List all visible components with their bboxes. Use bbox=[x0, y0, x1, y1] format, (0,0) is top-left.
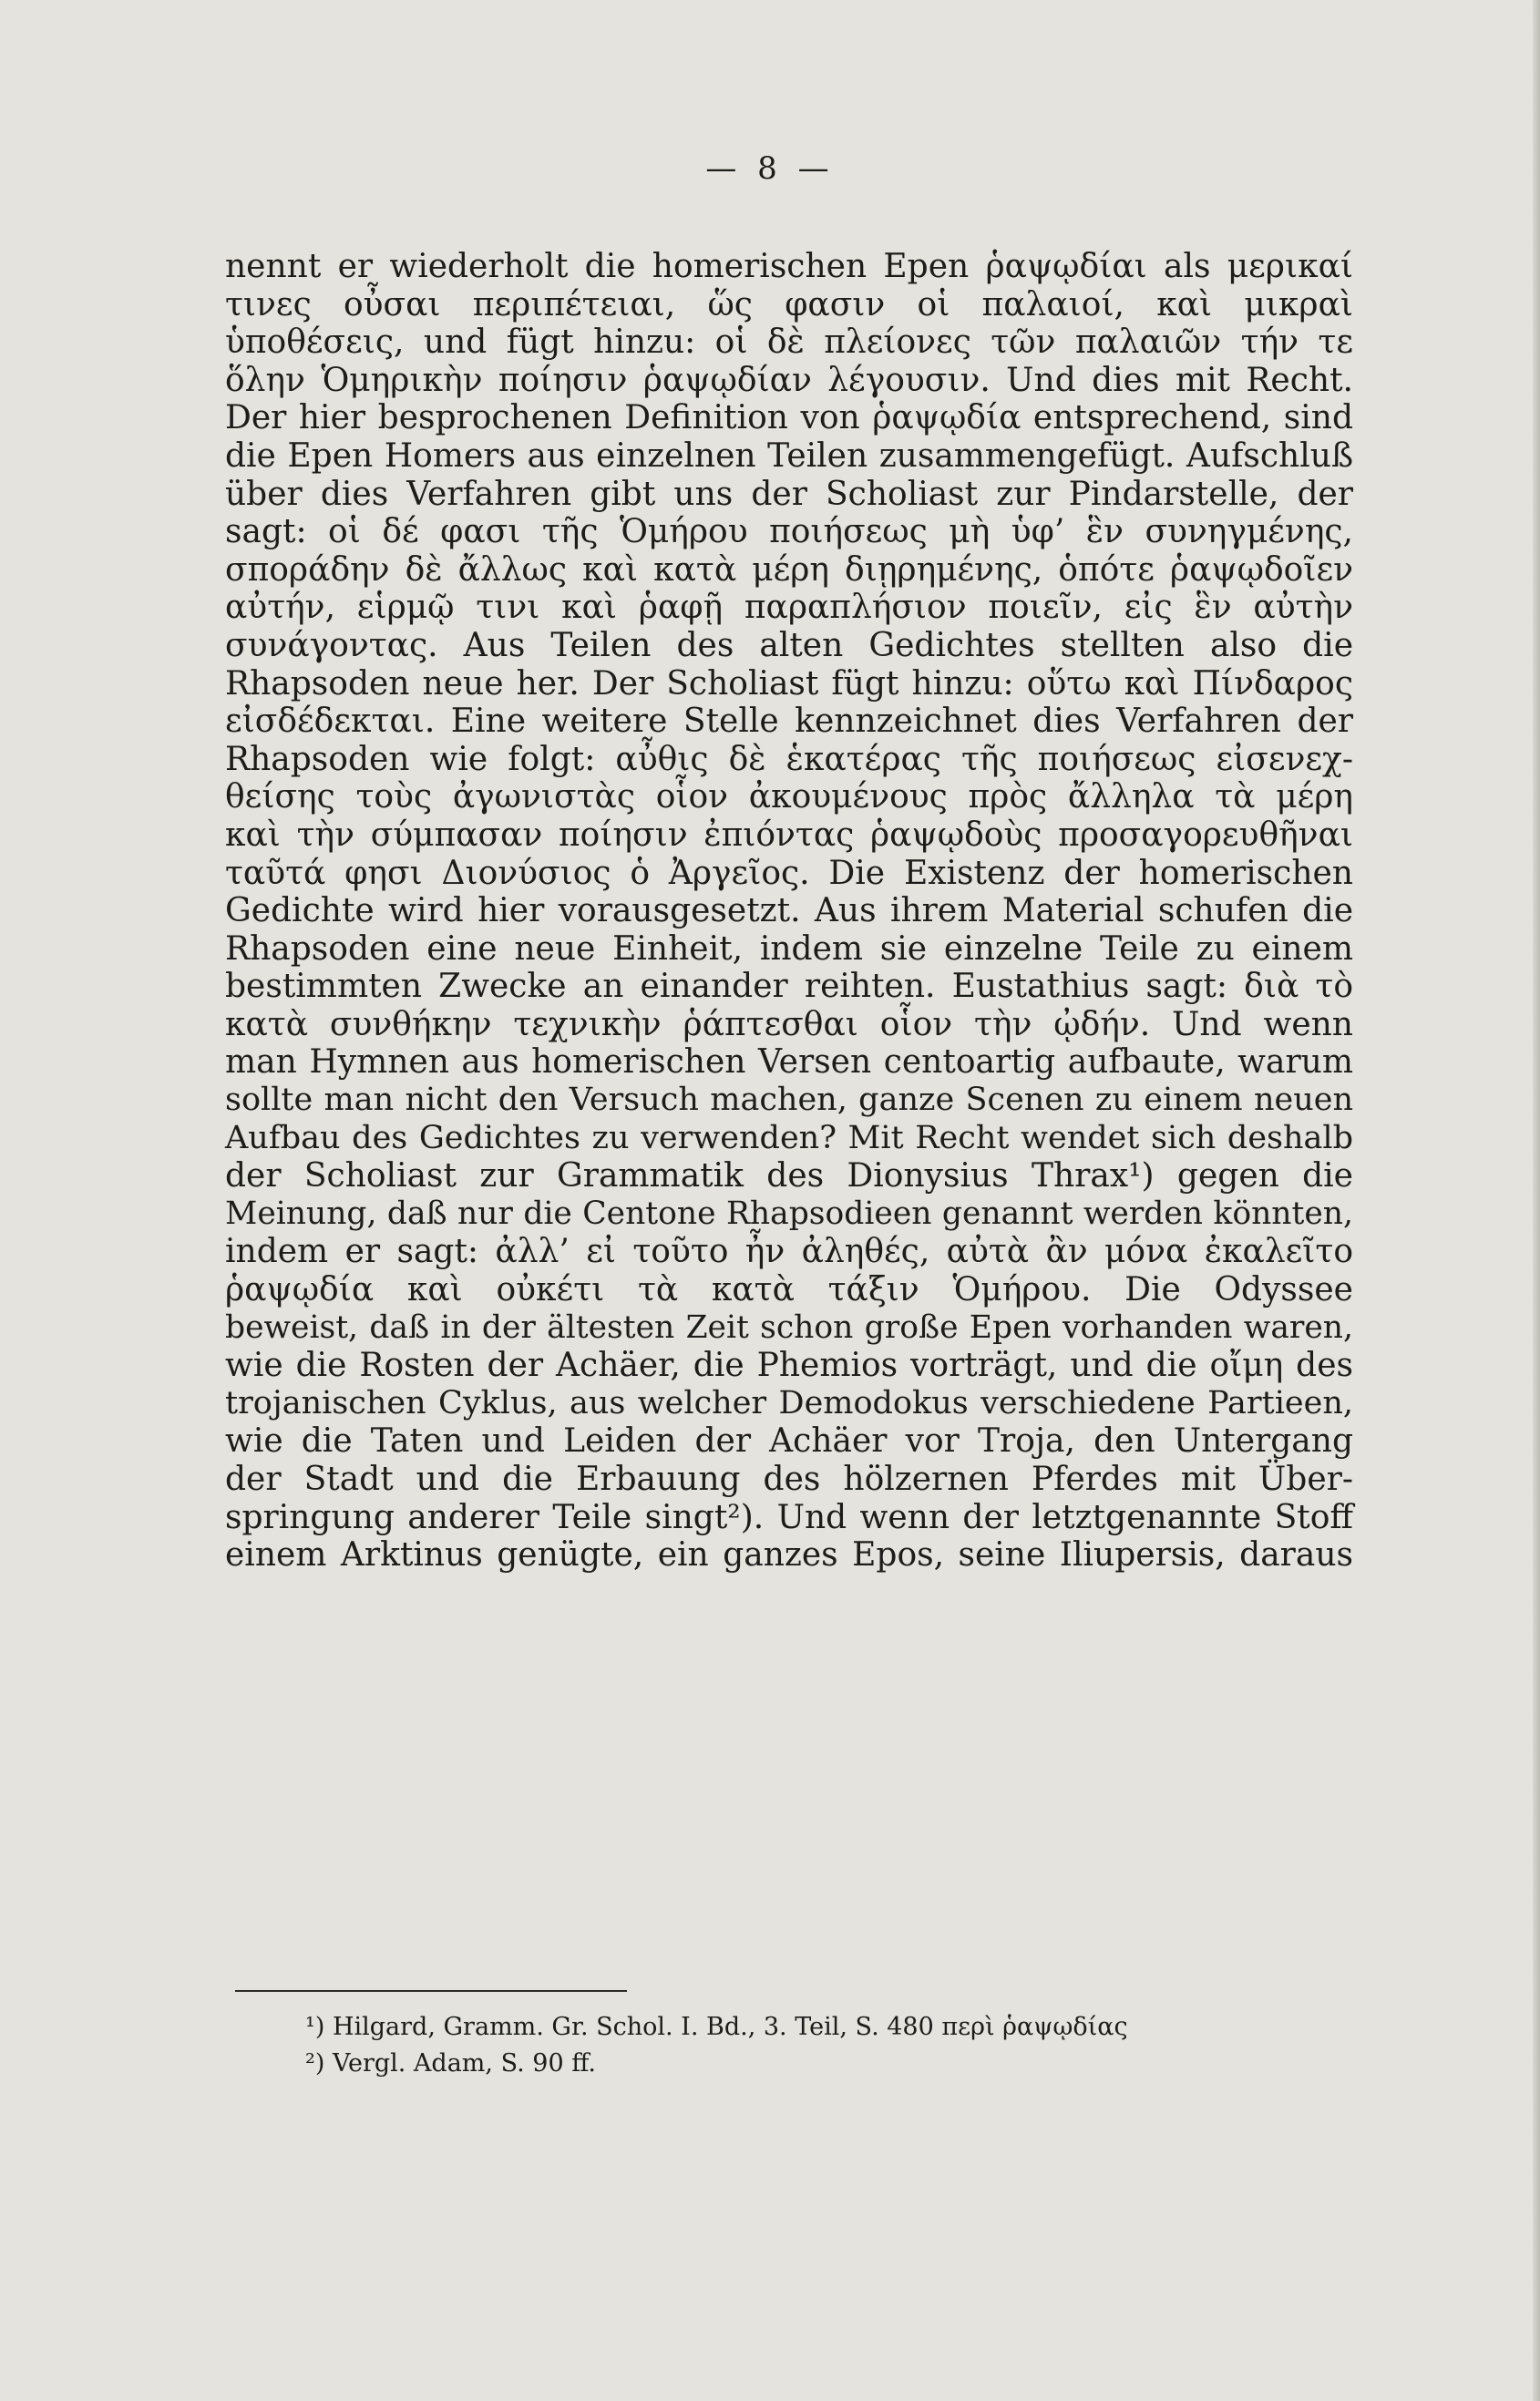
text-line: αὐτήν, εἱρμῷ τινι καὶ ῥαφῇ παραπλήσιον ποιεῖν, εἰς ἓν αὐτὴν bbox=[225, 589, 1353, 627]
text-line: Meinung, daß nur die Centone Rhapsodieen genannt werden könnten, bbox=[225, 1195, 1353, 1232]
text-line: σποράδην δὲ ἄλλως καὶ κατὰ μέρη διῃρημένης, ὁπότε ῥαψῳδοῖεν bbox=[225, 550, 1353, 589]
text-line: Rhapsoden eine neue Einheit, indem sie einzelne Teile zu einem bbox=[225, 929, 1353, 968]
text-line: wie die Rosten der Achäer, die Phemios vorträgt, und die οἴμη des bbox=[225, 1347, 1353, 1385]
text-line: sollte man nicht den Versuch machen, ganze Scenen zu einem neuen bbox=[225, 1082, 1353, 1119]
scan-edge bbox=[1533, 0, 1540, 2401]
text-line: bestimmten Zwecke an einander reihten. Eustathius sagt: διὰ τὸ bbox=[225, 968, 1353, 1006]
text-line: die Epen Homers aus einzelnen Teilen zusammengefügt. Aufschluß bbox=[225, 436, 1353, 475]
text-line: der Scholiast zur Grammatik des Dionysius Thrax¹) gegen die bbox=[225, 1157, 1353, 1195]
text-line: man Hymnen aus homerischen Versen centoartig aufbaute, warum bbox=[225, 1043, 1353, 1082]
text-line: indem er sagt: ἀλλ’ εἰ τοῦτο ἦν ἀληθές, αὐτὰ ἂν μόνα ἐκαλεῖτο bbox=[225, 1233, 1353, 1271]
text-line: συνάγοντας. Aus Teilen des alten Gedichtes stellten also die bbox=[225, 626, 1353, 664]
text-line: Der hier besprochenen Definition von ῥαψῳδία entsprechend, sind bbox=[225, 399, 1353, 437]
text-line: über dies Verfahren gibt uns der Scholiast zur Pindarstelle, der bbox=[225, 475, 1353, 513]
footnote: ¹) Hilgard, Gramm. Gr. Schol. I. Bd., 3. Teil, S. 480 περὶ ῥαψῳδίας bbox=[305, 2013, 1128, 2041]
text-line: κατὰ συνθήκην τεχνικὴν ῥάπτεσθαι οἷον τὴν ᾠδήν. Und wenn bbox=[225, 1005, 1353, 1043]
text-line: Rhapsoden wie folgt: αὖθις δὲ ἑκατέρας τῆς ποιήσεως εἰσενεχ- bbox=[225, 740, 1353, 778]
text-line: trojanischen Cyklus, aus welcher Demodokus verschiedene Partieen, bbox=[225, 1384, 1353, 1421]
text-line: ῥαψῳδία καὶ οὐκέτι τὰ κατὰ τάξιν Ὁμήρου. Die Odyssee bbox=[225, 1271, 1353, 1309]
text-line: εἰσδέδεκται. Eine weitere Stelle kennzeichnet dies Verfahren der bbox=[225, 703, 1353, 741]
text-line: beweist, daß in der ältesten Zeit schon große Epen vorhanden waren, bbox=[225, 1308, 1353, 1346]
footnotes bbox=[305, 2009, 1353, 2082]
text-line: ταῦτά φησι Διονύσιος ὁ Ἀργεῖος. Die Existenz der homerischen bbox=[225, 854, 1353, 892]
text-line: Aufbau des Gedichtes zu verwenden? Mit Recht wendet sich deshalb bbox=[225, 1119, 1353, 1156]
text-line: ὅλην Ὁμηρικὴν ποίησιν ῥαψῳδίαν λέγουσιν. Und dies mit Recht. bbox=[225, 361, 1353, 399]
text-line: Gedichte wird hier vorausgesetzt. Aus ihrem Material schufen die bbox=[225, 892, 1353, 930]
text-line: θείσης τοὺς ἀγωνιστὰς οἷον ἀκουμένους πρὸς ἄλληλα τὰ μέρη bbox=[225, 778, 1353, 816]
text-line: der Stadt und die Erbauung des hölzernen Pferdes mit Über- bbox=[225, 1461, 1353, 1498]
text-line: wie die Taten und Leiden der Achäer vor Troja, den Untergang bbox=[225, 1422, 1353, 1461]
footnote-rule bbox=[235, 1990, 627, 1992]
text-line: springung anderer Teile singt²). Und wenn der letztgenannte Stoff bbox=[225, 1498, 1353, 1536]
text-line: einem Arktinus genügte, ein ganzes Epos, seine Iliupersis, daraus bbox=[225, 1536, 1353, 1575]
text-line: καὶ τὴν σύμπασαν ποίησιν ἐπιόντας ῥαψῳδοὺς προσαγορευθῆναι bbox=[225, 816, 1353, 854]
text-line: ὑποθέσεις, und fügt hinzu: οἱ δὲ πλείονες τῶν παλαιῶν τήν τε bbox=[225, 323, 1353, 362]
text-line: nennt er wiederholt die homerischen Epen ῥαψῳδίαι als μερικαί bbox=[225, 248, 1353, 285]
page-number: — 8 — bbox=[705, 150, 835, 187]
text-line: τινες οὖσαι περιπέτειαι, ὥς φασιν οἱ παλαιοί, καὶ μικραὶ bbox=[225, 285, 1353, 323]
footnote: ²) Vergl. Adam, S. 90 ff. bbox=[305, 2049, 597, 2078]
body-text bbox=[225, 248, 1353, 1575]
text-line: Rhapsoden neue her. Der Scholiast fügt hinzu: οὕτω καὶ Πίνδαρος bbox=[225, 664, 1353, 703]
text-line: sagt: οἱ δέ φασι τῆς Ὁμήρου ποιήσεως μὴ ὑφ’ ἓν συνηγμένης, bbox=[225, 513, 1353, 551]
